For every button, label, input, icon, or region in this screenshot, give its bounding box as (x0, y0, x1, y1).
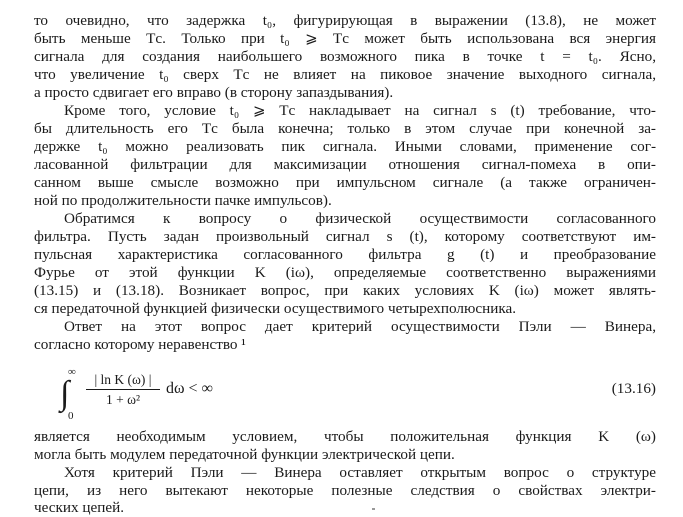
text-line: держке t₀ можно реализовать пик сигнала. Иными словами, применение сог- (34, 138, 656, 155)
formula-fraction (86, 372, 160, 408)
text-line: могла быть модулем передаточной функции электрической цепи. (34, 446, 455, 463)
integral-sign: ∫ (60, 375, 70, 412)
paley-wiener-formula (60, 368, 660, 426)
text-line: Обратимся к вопросу о физической осуществимости согласованного (64, 210, 656, 227)
text-line: быть меньше Tс. Только при t₀ ⩾ Tс может быть использована вся энергия (34, 30, 656, 47)
text-line: (13.15) и (13.18). Возникает вопрос, при каких условиях K (iω) может являть- (34, 282, 656, 299)
text-line: пульсная характеристика согласованного фильтра g (t) и преобразование (34, 246, 656, 263)
text-line: Ответ на этот вопрос дает критерий осуществимости Пэли — Винера, (64, 318, 656, 335)
text-line: ческих цепей. (34, 499, 125, 516)
formula-numerator: | ln K (ω) | (94, 372, 152, 387)
fraction-bar (86, 389, 160, 390)
formula-tail: dω < ∞ (166, 380, 213, 397)
text-line: Хотя критерий Пэли — Винера оставляет открытым вопрос о структуре (64, 464, 656, 481)
text-line: сигнала для создания наибольшего возможного пика в точке t = t₀. Ясно, (34, 48, 656, 65)
equation-number: (13.16) (611, 380, 656, 397)
text-line: ласованной фильтрации для максимизации отношения сигнал-помеха в опи- (34, 156, 656, 173)
text-line: цепи, из него вытекают некоторые полезные следствия о свойствах электри- (34, 482, 656, 499)
formula-denominator: 1 + ω² (105, 392, 141, 407)
text-line: ся передаточной функцией физически осуществимого четырехполюсника. (34, 300, 517, 317)
text-line: согласно которому неравенство ¹ (34, 336, 246, 353)
text-line: фильтра. Пусть задан произвольный сигнал s (t), которому соответствуют им- (34, 228, 656, 245)
text-line: то очевидно, что задержка t₀, фигурирующая в выражении (13.8), не может (34, 12, 656, 29)
text-line: бы длительность его Tс была конечна; только в этом случае при конечной за- (34, 120, 656, 137)
text-line: Фурье от этой функции K (iω), определяемые соответственно выражениями (34, 264, 656, 281)
text-line: что увеличение t₀ сверх Tс не влияет на пиковое значение выходного сигнала, (34, 66, 656, 83)
text-line: а просто сдвигает его вправо (в сторону запаздывания). (34, 84, 394, 101)
scan-speck (372, 508, 375, 510)
integral-lower-limit: 0 (68, 410, 74, 422)
text-line: санном выше смысле возможно при импульсном сигнале (а также ограничен- (34, 174, 656, 191)
text-line: Кроме того, условие t₀ ⩾ Tс накладывает на сигнал s (t) требование, что- (64, 102, 656, 119)
integral-upper-limit: ∞ (68, 366, 76, 378)
text-line: является необходимым условием, чтобы положительная функция K (ω) (34, 428, 656, 445)
text-line: ной по продолжительности пачке импульсов). (34, 192, 332, 209)
